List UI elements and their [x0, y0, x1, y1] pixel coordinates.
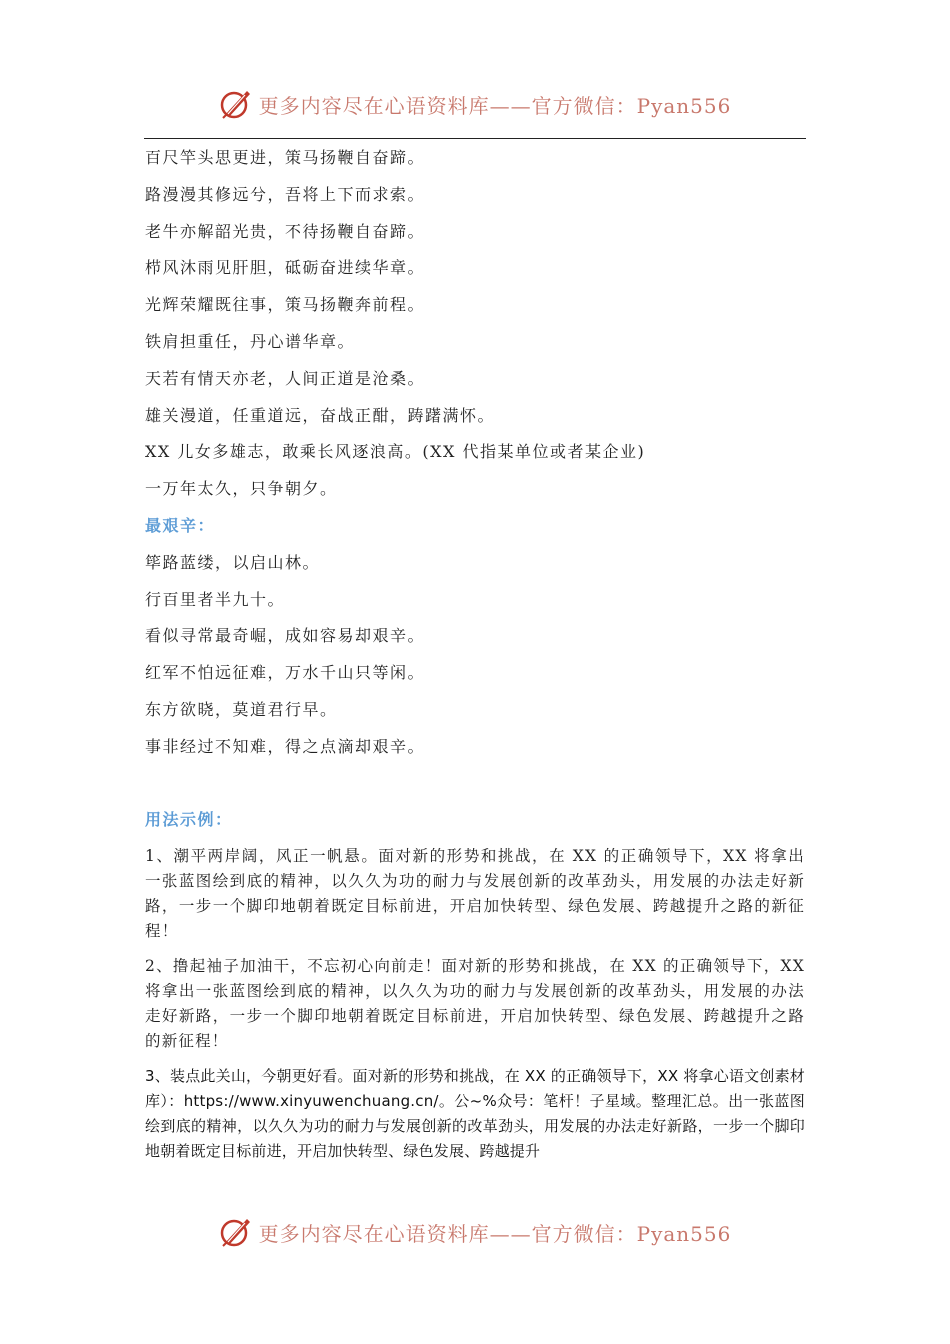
section-spacer	[145, 772, 805, 808]
header-divider	[144, 138, 806, 139]
header-banner-text	[259, 90, 732, 119]
quote-line: 雄关漫道，任重道远，奋战正酣，踌躇满怀。	[145, 405, 496, 425]
quote-line: 路漫漫其修远兮，吾将上下而求索。	[145, 184, 426, 204]
section-heading-examples: 用法示例：	[145, 809, 233, 829]
header-banner-main: 更多内容尽在心语资料库	[258, 93, 490, 118]
quote-line: 天若有情天亦老，人间正道是沧桑。	[145, 368, 426, 388]
header-banner-wechat: 官方微信：Pyan556	[531, 93, 732, 118]
example-paragraph-2: 2、撸起袖子加油干，不忘初心向前走！面对新的形势和挑战，在 XX 的正确领导下，XX 将拿出一张蓝图绘到底的精神，以久久为功的耐力与发展创新的改革劲头，用发展的办法走好新路，一步一个脚印地朝着既定目标前进，开启加快转型、绿色发展、跨越提升之路的新征程！	[145, 957, 805, 1051]
header-banner-dash: ——	[489, 93, 532, 118]
quill-pen-logo-icon	[219, 1215, 253, 1249]
footer-banner-text	[259, 1218, 732, 1247]
quote-line: 百尺竿头思更进，策马扬鞭自奋蹄。	[145, 148, 426, 167]
quote-line: 老牛亦解韶光贵，不待扬鞭自奋蹄。	[145, 221, 426, 241]
quote-line: 铁肩担重任，丹心谱华章。	[145, 331, 356, 351]
section-heading-hardship: 最艰辛：	[145, 515, 216, 535]
example-paragraph-1: 1、潮平两岸阔，风正一帆悬。面对新的形势和挑战，在 XX 的正确领导下，XX 将拿出一张蓝图绘到底的精神，以久久为功的耐力与发展创新的改革劲头，用发展的办法走好新路，一步一个脚印地朝着既定目标前进，开启加快转型、绿色发展、跨越提升之路的新征程！	[145, 847, 805, 941]
footer-banner-main: 更多内容尽在心语资料库	[258, 1221, 490, 1246]
quote-line: 东方欲晓，莫道君行早。	[145, 699, 338, 719]
quote-line: 看似寻常最奇崛，成如容易却艰辛。	[145, 626, 426, 646]
document-body	[145, 146, 805, 1174]
quote-line: XX 儿女多雄志，敢乘长风逐浪高。(XX 代指某单位或者某企业)	[145, 442, 646, 462]
quote-line: 事非经过不知难，得之点滴却艰辛。	[145, 736, 426, 756]
example-paragraph-3: 3、装点此关山，今朝更好看。面对新的形势和挑战，在 XX 的正确领导下，XX 将拿心语文创素材库）：https://www.xinyuwenchuang.cn/。公~%众号：笔杆！子星域。整理汇总。出一张蓝图绘到底的精神，以久久为功的耐力与发展创新的改革劲头，用发展的办法走好新路，一步一个脚印地朝着既定目标前进，开启加快转型、绿色发展、跨越提升	[145, 1067, 805, 1161]
footer-banner	[0, 1208, 950, 1256]
quote-line: 栉风沐雨见肝胆，砥砺奋进续华章。	[145, 258, 426, 278]
quote-line: 红军不怕远征难，万水千山只等闲。	[145, 663, 426, 683]
footer-banner-wechat: 官方微信：Pyan556	[531, 1221, 732, 1246]
quote-line: 一万年太久，只争朝夕。	[145, 479, 338, 499]
quote-line: 行百里者半九十。	[145, 589, 286, 609]
quote-line: 筚路蓝缕，以启山林。	[145, 552, 321, 572]
quill-pen-logo-icon	[219, 87, 253, 121]
footer-banner-dash: ——	[489, 1221, 532, 1246]
header-banner	[0, 80, 950, 128]
quote-line: 光辉荣耀既往事，策马扬鞭奔前程。	[145, 295, 426, 315]
